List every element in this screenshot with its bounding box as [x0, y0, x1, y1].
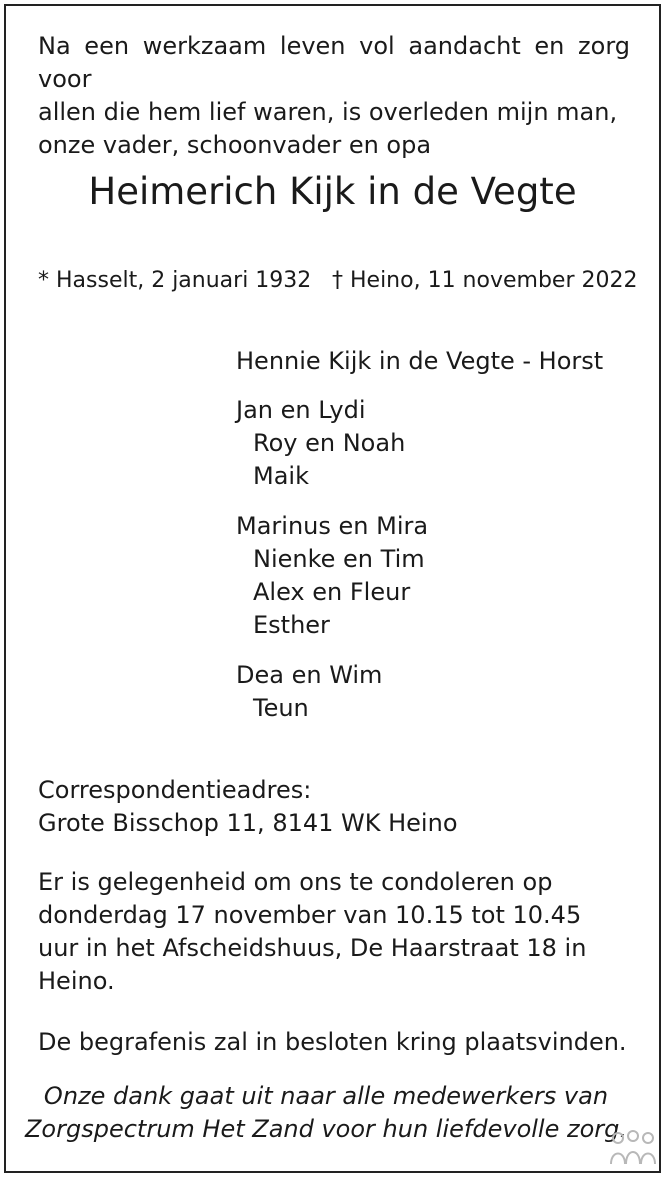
intro-line: Na een werkzaam leven vol aandacht en zorg voor	[38, 32, 630, 93]
funeral-notice: De begrafenis zal in besloten kring plaatsvinden.	[38, 1028, 627, 1056]
death-date: † Heino, 11 november 2022	[332, 268, 638, 293]
intro-line: onze vader, schoonvader en opa	[38, 131, 432, 159]
thanks-text	[0, 1080, 652, 1146]
thanks-line: Zorgspectrum Het Zand voor hun liefdevolle zorg.	[24, 1115, 627, 1143]
condolence-line: uur in het Afscheidshuus, De Haarstraat 18 in	[38, 934, 587, 962]
family-child: Esther	[253, 611, 330, 639]
condolence-line: donderdag 17 november van 10.15 tot 10.45	[38, 901, 582, 929]
family-child: Roy en Noah	[253, 429, 406, 457]
correspondence-label: Correspondentieadres:	[38, 776, 312, 804]
condolence-line: Heino.	[38, 967, 115, 995]
thanks-line: Onze dank gaat uit naar alle medewerkers van	[43, 1082, 609, 1110]
condolence-text	[38, 866, 630, 998]
birth-date: * Hasselt, 2 januari 1932	[38, 268, 312, 293]
intro-text	[38, 30, 630, 162]
family-parents: Dea en Wim	[236, 661, 383, 689]
intro-line: allen die hem lief waren, is overleden mijn man,	[38, 98, 618, 126]
deceased-name: Heimerich Kijk in de Vegte	[88, 170, 577, 213]
condolence-line: Er is gelegenheid om ons te condoleren op	[38, 868, 553, 896]
family-parents: Marinus en Mira	[236, 512, 429, 540]
family-child: Alex en Fleur	[253, 578, 411, 606]
family-parents: Jan en Lydi	[236, 396, 366, 424]
family-child: Nienke en Tim	[253, 545, 425, 573]
spouse-name: Hennie Kijk in de Vegte - Horst	[236, 347, 604, 375]
family-child: Teun	[253, 694, 309, 722]
correspondence-address: Grote Bisschop 11, 8141 WK Heino	[38, 809, 458, 837]
family-child: Maik	[253, 462, 309, 490]
people-group-icon	[608, 1128, 658, 1168]
